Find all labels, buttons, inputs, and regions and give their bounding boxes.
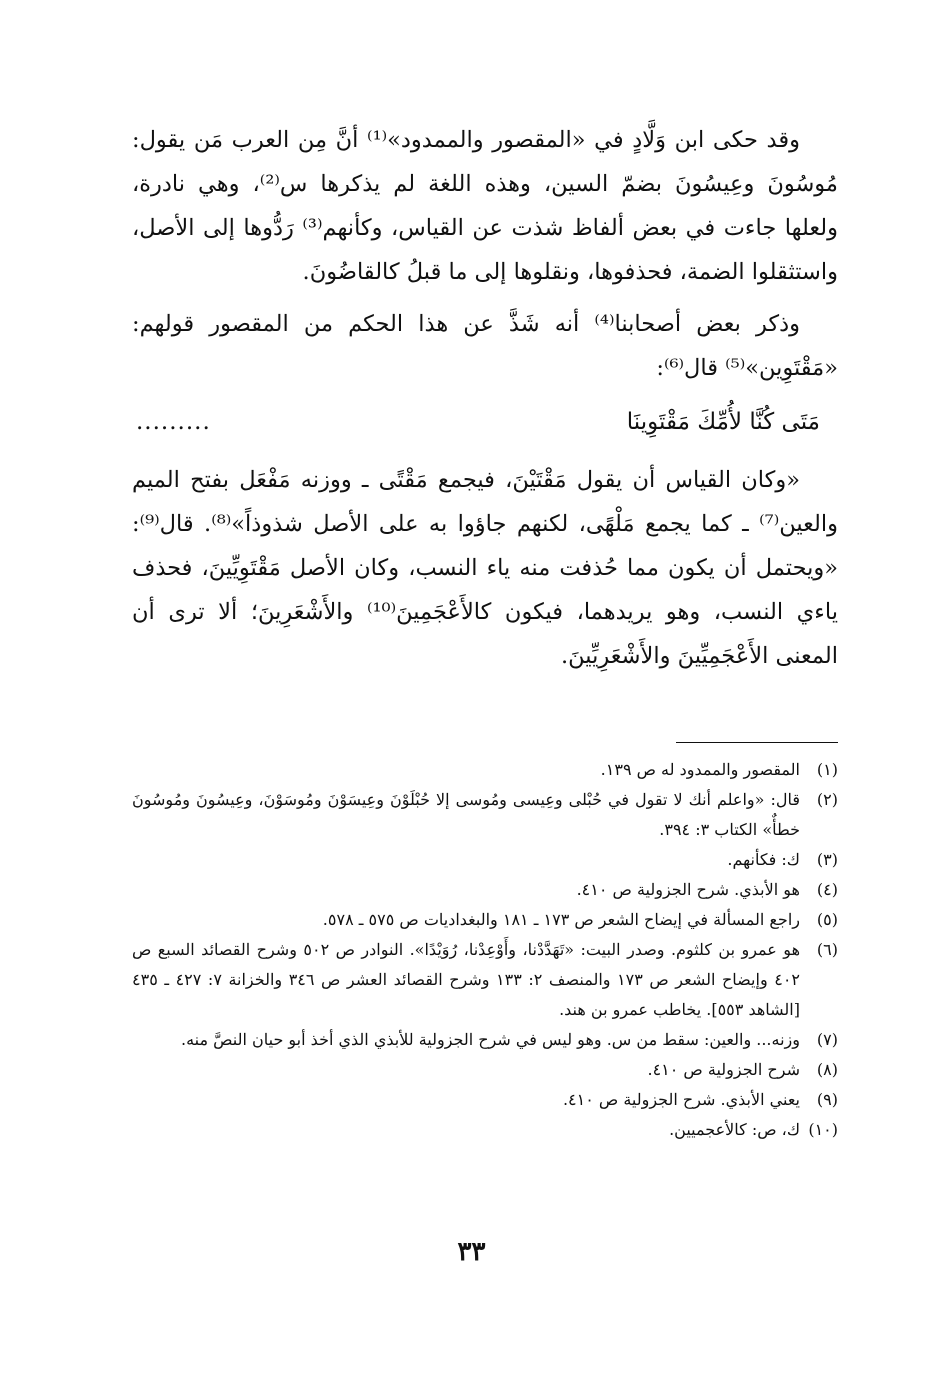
- footnote: [132, 905, 838, 935]
- footnote-text: ك، ص: كالأعجميين.: [669, 1120, 800, 1139]
- footnote-number: (٩): [816, 1090, 838, 1109]
- footnote-text: راجع المسألة في إيضاح الشعر ص ١٧٣ ـ ١٨١ والبغداديات ص ٥٧٥ ـ ٥٧٨.: [322, 910, 800, 929]
- footnote-number: (٦): [816, 940, 838, 959]
- footnote-number: (٧): [816, 1030, 838, 1049]
- footnote-text: شرح الجزولية ص ٤١٠.: [647, 1060, 800, 1079]
- footnote: [132, 1055, 838, 1085]
- main-text: [132, 118, 838, 678]
- verse-hemistich-1: مَتَى كُنَّا لأُمِّكَ مَقْتَوِينَا: [626, 409, 820, 435]
- footnote-number: (١٠): [808, 1120, 838, 1139]
- paragraph-3: «وكان القياس أن يقول مَقْتَيْنَ، فيجمع مَقْتًى ـ ووزنه مَفْعَل بفتح الميم والعين⁽⁷⁾ ـ كما يجمع مَلْهًى، لكنهم جاؤوا به على الأصل شذوذاً»⁽⁸⁾. قال⁽⁹⁾: «ويحتمل أن يكون مما حُذفت منه ياء النسب، وكان الأصل مَقْتَوِيِّينَ، فحذف ياءي النسب، وهو يريدهما، فيكون كالأَعْجَمِينَ⁽¹⁰⁾ والأَشْعَرِينَ؛ ألا ترى أن المعنى الأَعْجَمِيِّينَ والأَشْعَرِيِّينَ.: [132, 467, 838, 669]
- footnote: [132, 1115, 838, 1145]
- footnote-text: قال: «واعلم أنك لا تقول في حُبْلى وعِيسى ومُوسى إلا حُبْلَوْنَ وعِيسَوْنَ ومُوسَوْنَ، وعِيسُونَ ومُوسُونَ خطأٌ» الكتاب ٣: ٣٩٤.: [132, 790, 800, 839]
- page-number: ٣٣: [457, 1237, 486, 1267]
- footnote-number: (٨): [816, 1060, 838, 1079]
- footnote-text: ك: فكأنهم.: [727, 850, 800, 869]
- verse-hemistich-2: .........: [136, 409, 211, 435]
- footnote: [132, 785, 838, 845]
- footnote-separator: [676, 742, 838, 743]
- paragraph-2: وذكر بعض أصحابنا⁽⁴⁾ أنه شَذَّ عن هذا الحكم من المقصور قولهم: «مَقْتَوِين»⁽⁵⁾ قال⁽⁶⁾:: [132, 311, 838, 381]
- footnote: [132, 845, 838, 875]
- footnote: [132, 875, 838, 905]
- footnote-number: (٤): [816, 880, 838, 899]
- footnote-number: (٣): [816, 850, 838, 869]
- footnote-number: (٢): [816, 790, 838, 809]
- poetry-verse: [132, 402, 838, 442]
- footnote-number: (١): [816, 760, 838, 779]
- footnote-text: المقصور والممدود له ص ١٣٩.: [600, 760, 800, 779]
- footnote-text: هو الأبذي. شرح الجزولية ص ٤١٠.: [576, 880, 800, 899]
- footnote: [132, 1025, 838, 1055]
- footnote: [132, 755, 838, 785]
- footnote: [132, 935, 838, 1025]
- footnote: [132, 1085, 838, 1115]
- paragraph-1: وقد حكى ابن وَلَّادٍ في «المقصور والممدود»⁽¹⁾ أنَّ مِن العرب مَن يقول: مُوسُونَ وعِيسُونَ بضمّ السين، وهذه اللغة لم يذكرها س⁽²⁾، وهي نادرة، ولعلها جاءت في بعض ألفاظ شذت عن القياس، وكأنهم⁽³⁾ رَدُّوها إلى الأصل، واستثقلوا الضمة، فحذفوها، ونقلوها إلى ما قبلُ كالقاضُونَ.: [132, 127, 838, 285]
- footnotes: [132, 755, 838, 1145]
- footnote-text: يعني الأبذي. شرح الجزولية ص ٤١٠.: [562, 1090, 800, 1109]
- footnote-number: (٥): [816, 910, 838, 929]
- footnote-text: هو عمرو بن كلثوم. وصدر البيت: «تَهَدَّدْنا، وأَوْعِدْنا، رُوَيْدًا». النوادر ص ٥٠٢ وشرح القصائد السبع ص ٤٠٢ وإيضاح الشعر ص ١٧٣ والمنصف ٢: ١٣٣ وشرح القصائد العشر ص ٣٤٦ والخزانة ٧: ٤٢٧ ـ ٤٣٥ [الشاهد ٥٥٣]. يخاطب عمرو بن هند.: [132, 940, 801, 1019]
- footnote-text: وزنه... والعين: سقط من س. وهو ليس في شرح الجزولية للأبذي الذي أخذ أبو حيان النصَّ منه.: [181, 1030, 800, 1049]
